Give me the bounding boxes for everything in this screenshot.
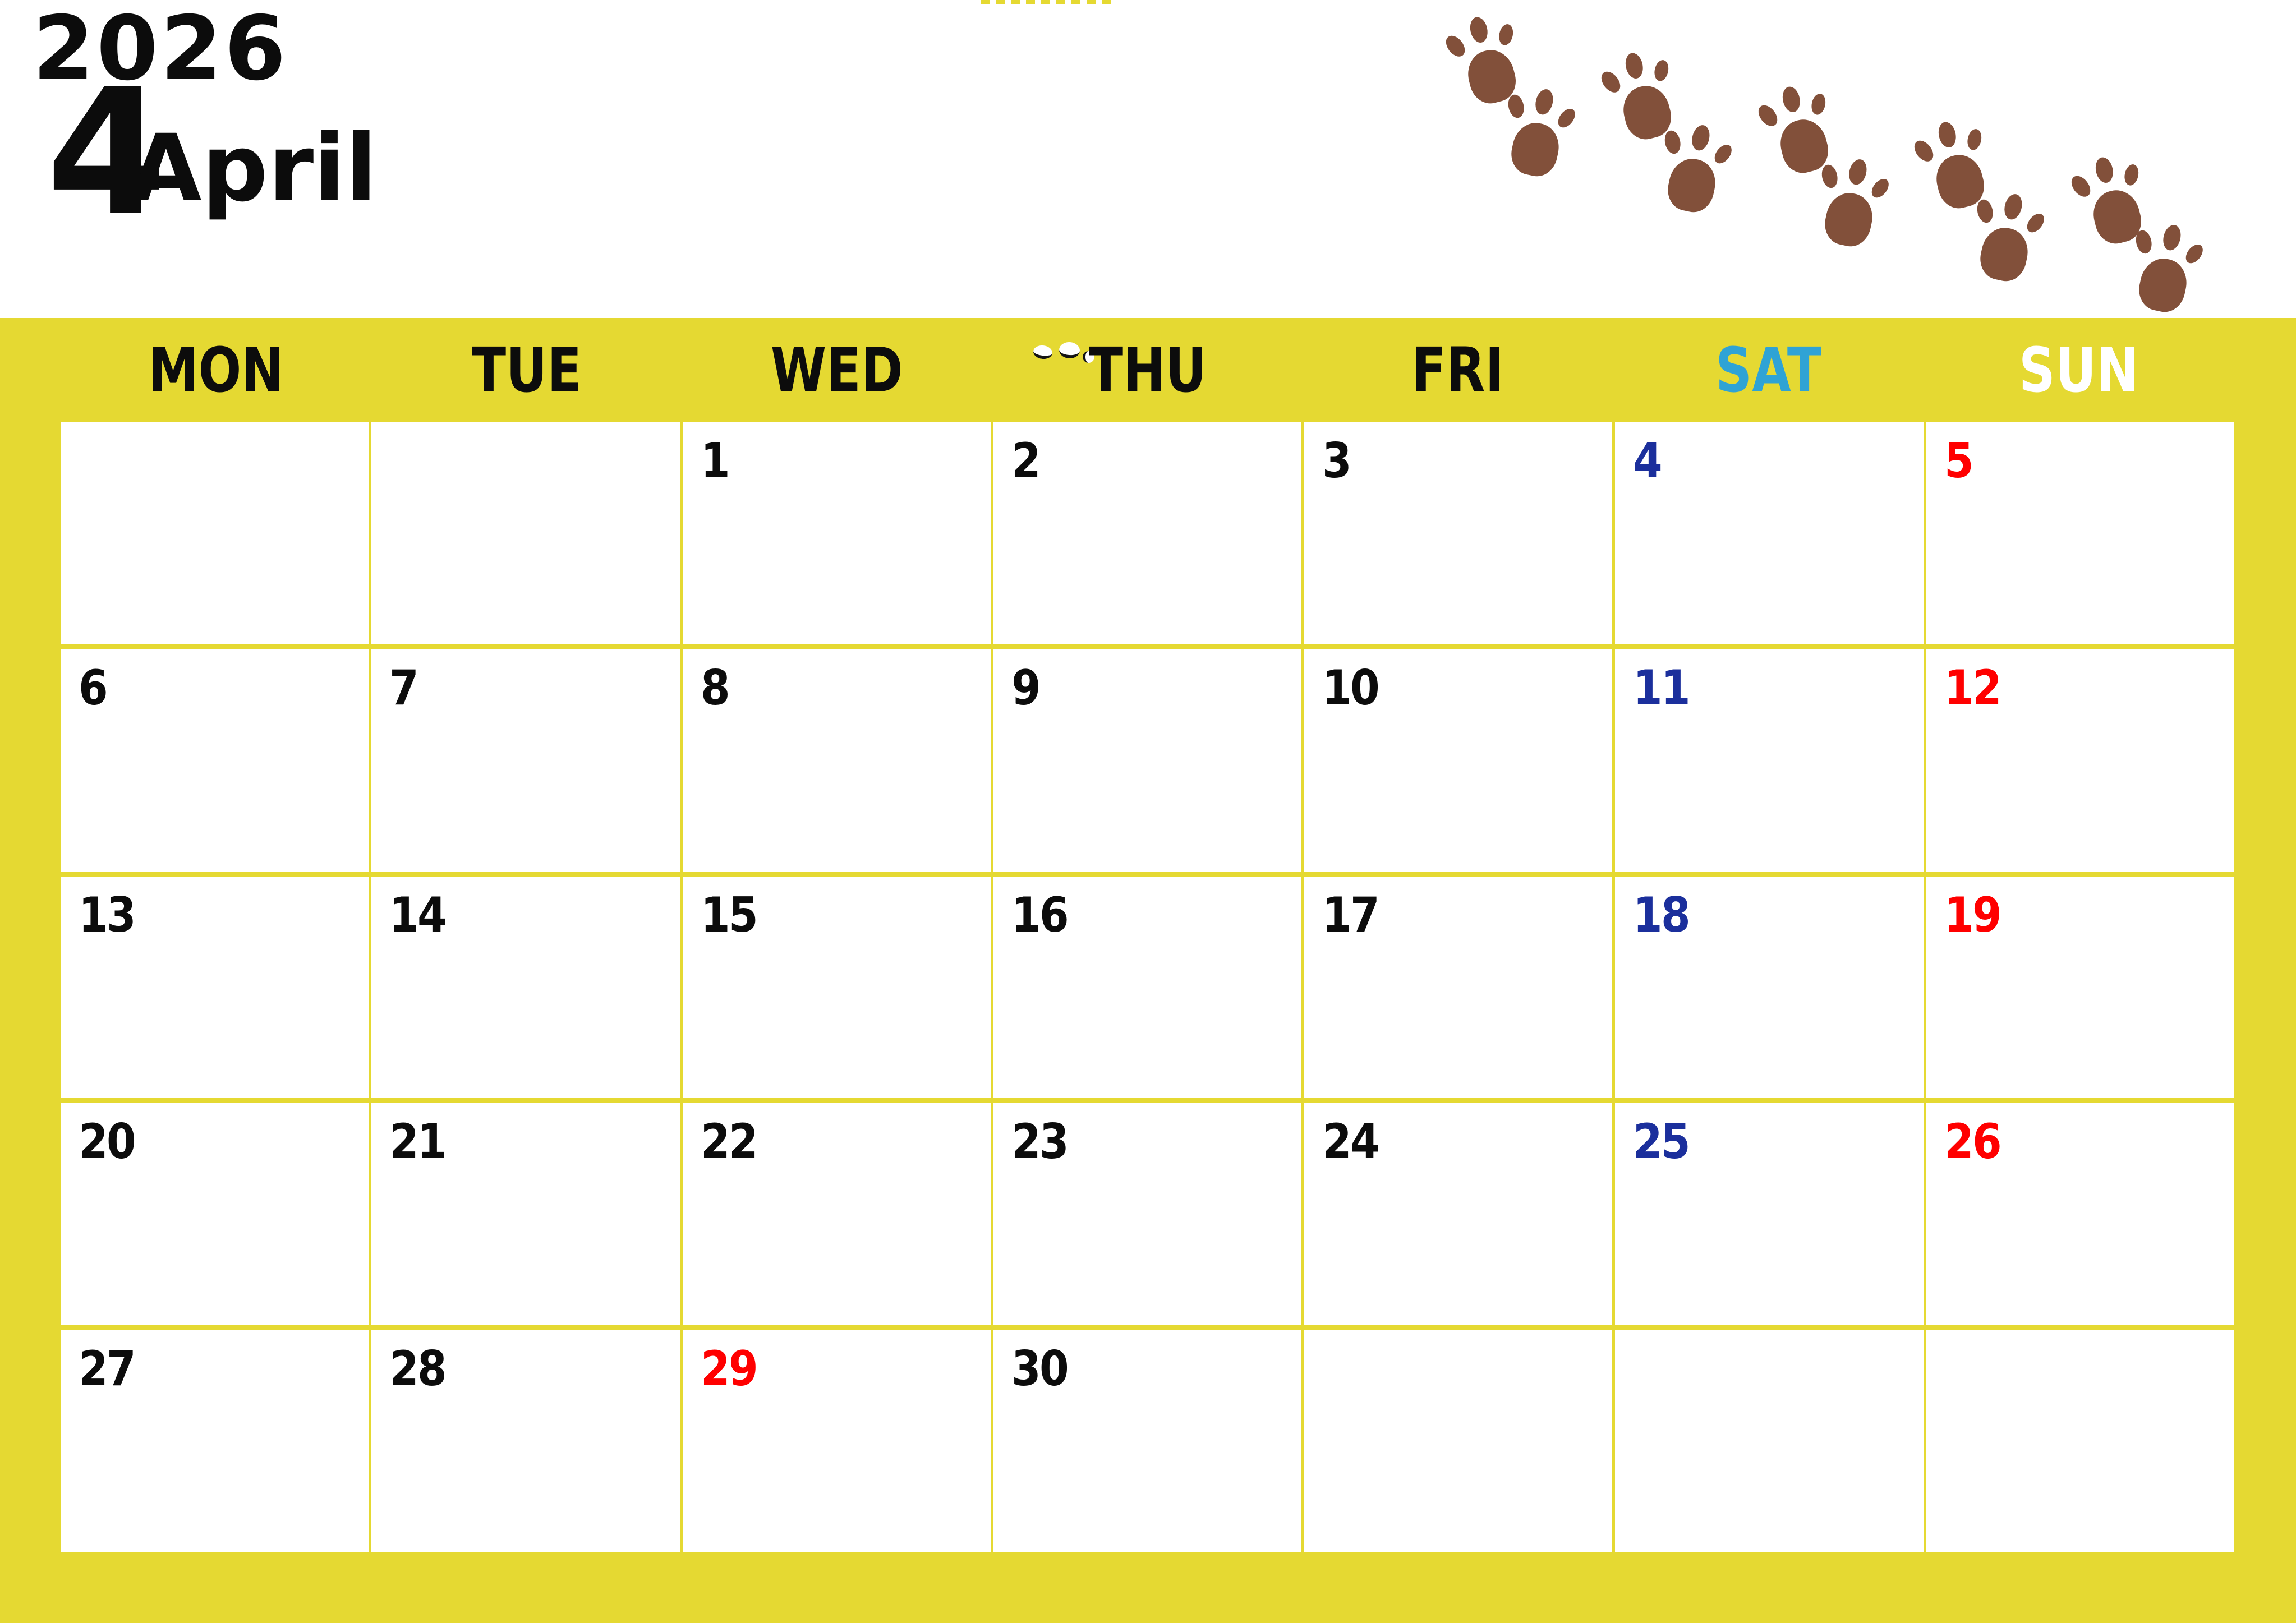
calendar-cell-4 — [1615, 422, 1923, 644]
day-number: 21 — [389, 1114, 446, 1170]
day-number: 23 — [1011, 1114, 1068, 1170]
dash-icon — [1071, 0, 1080, 4]
paw-toe — [1820, 163, 1839, 190]
paw-toe — [2093, 156, 2115, 185]
calendar-cell-20 — [61, 1103, 369, 1325]
day-number: 25 — [1633, 1114, 1690, 1170]
weekday-label-sat: SAT — [1715, 334, 1822, 406]
calendar-cell-6 — [61, 649, 369, 872]
day-number: 14 — [389, 887, 446, 943]
calendar-band — [0, 318, 2296, 1623]
paw-toe — [2024, 210, 2047, 236]
day-number: 26 — [1944, 1114, 2000, 1170]
paw-pad — [1821, 189, 1877, 250]
day-number: 15 — [700, 887, 757, 943]
dash-icon — [981, 0, 990, 4]
calendar-cell-30 — [993, 1330, 1301, 1552]
day-number: 17 — [1322, 887, 1379, 943]
calendar-cell-3 — [1304, 422, 1612, 644]
day-number: 11 — [1633, 660, 1690, 716]
day-number: 3 — [1322, 433, 1351, 489]
paw-toe — [2123, 163, 2140, 187]
paw-toe — [1623, 52, 1645, 80]
calendar-cell-26 — [1926, 1103, 2234, 1325]
paw-toe — [2068, 172, 2094, 200]
calendar-cell-1 — [683, 422, 991, 644]
paw-toe — [1780, 85, 1802, 114]
paw-toe — [1598, 68, 1624, 96]
calendar-grid — [61, 422, 2234, 1552]
paw-toe — [1506, 93, 1526, 119]
year-label: 2026 — [33, 0, 288, 100]
dash-icon — [1056, 0, 1065, 4]
day-number: 27 — [79, 1341, 135, 1398]
calendar-cell-25 — [1615, 1103, 1923, 1325]
calendar-cell-empty — [1304, 1330, 1612, 1552]
calendar-cell-24 — [1304, 1103, 1612, 1325]
calendar-cell-13 — [61, 877, 369, 1099]
day-number: 28 — [389, 1341, 446, 1398]
day-number: 12 — [1944, 660, 2000, 716]
top-dash-decoration — [981, 0, 1111, 4]
paw-toe — [2161, 223, 2183, 252]
dash-icon — [1102, 0, 1111, 4]
paw-toe — [2183, 241, 2206, 266]
day-number: 13 — [79, 887, 135, 943]
paw-toe — [1653, 59, 1670, 82]
calendar-cell-18 — [1615, 877, 1923, 1099]
calendar-cell-29 — [683, 1330, 991, 1552]
day-number: 20 — [79, 1114, 135, 1170]
paw-toe — [1533, 87, 1556, 117]
weekday-label-wed: WED — [770, 334, 903, 406]
calendar-cell-empty — [1926, 1330, 2234, 1552]
month-name: April — [130, 114, 378, 222]
paw-toe — [1966, 128, 1983, 151]
dash-icon — [1011, 0, 1020, 4]
day-number: 19 — [1944, 887, 2000, 943]
dash-icon — [1026, 0, 1035, 4]
paw-toe — [1869, 176, 1892, 201]
paw-toe — [2002, 192, 2024, 222]
calendar-cell-27 — [61, 1330, 369, 1552]
paw-toe — [1711, 141, 1735, 167]
day-number: 6 — [79, 660, 107, 716]
paw-toe — [1663, 129, 1682, 155]
paw-toe — [1936, 121, 1958, 149]
calendar-cell-5 — [1926, 422, 2234, 644]
paw-toe — [1911, 137, 1937, 165]
day-number: 24 — [1322, 1114, 1379, 1170]
calendar-cell-7 — [371, 649, 679, 872]
paw-pad — [2135, 255, 2191, 316]
weekday-label-thu: THU — [1088, 334, 1207, 406]
calendar-cell-15 — [683, 877, 991, 1099]
calendar-cell-empty — [1615, 1330, 1923, 1552]
calendar-cell-12 — [1926, 649, 2234, 872]
paw-toe — [1975, 198, 1995, 224]
calendar-cell-16 — [993, 877, 1301, 1099]
calendar-cell-8 — [683, 649, 991, 872]
weekday-label-fri: FRI — [1411, 334, 1504, 406]
paw-pad — [1664, 155, 1720, 216]
calendar-cell-23 — [993, 1103, 1301, 1325]
dash-icon — [996, 0, 1005, 4]
dash-icon — [1041, 0, 1050, 4]
paw-toe — [1555, 105, 1579, 131]
paw-toe — [1468, 16, 1490, 44]
calendar-cell-17 — [1304, 877, 1612, 1099]
paw-toe — [1442, 32, 1469, 60]
weekday-label-mon: MON — [148, 334, 284, 406]
paw-toe — [1755, 102, 1781, 130]
weekday-label-tue: TUE — [471, 334, 582, 406]
calendar-cell-28 — [371, 1330, 679, 1552]
calendar-cell-22 — [683, 1103, 991, 1325]
month-number: 4 — [46, 52, 167, 254]
weekday-label-sun: SUN — [2019, 334, 2139, 406]
weekday-row — [61, 318, 2234, 422]
day-number: 22 — [700, 1114, 757, 1170]
day-number: 10 — [1322, 660, 1379, 716]
paw-toe — [1847, 158, 1869, 187]
paw-toe — [1690, 123, 1712, 153]
day-number: 16 — [1011, 887, 1068, 943]
calendar-cell-empty — [61, 422, 369, 644]
paw-toe — [2134, 229, 2154, 255]
paw-pad — [1507, 119, 1563, 180]
day-number: 9 — [1011, 660, 1039, 716]
paw-pad — [1976, 224, 2032, 285]
calendar-cell-14 — [371, 877, 679, 1099]
dash-icon — [1087, 0, 1096, 4]
paw-toe — [1497, 23, 1515, 47]
calendar-cell-10 — [1304, 649, 1612, 872]
day-number: 29 — [700, 1341, 757, 1398]
day-number: 4 — [1633, 433, 1662, 489]
calendar-cell-2 — [993, 422, 1301, 644]
calendar-cell-21 — [371, 1103, 679, 1325]
day-number: 1 — [700, 433, 729, 489]
day-number: 5 — [1944, 433, 1972, 489]
calendar-cell-empty — [371, 422, 679, 644]
paw-toe — [1810, 93, 1827, 116]
day-number: 30 — [1011, 1341, 1068, 1398]
calendar-cell-9 — [993, 649, 1301, 872]
day-number: 2 — [1011, 433, 1039, 489]
day-number: 8 — [700, 660, 729, 716]
calendar-cell-11 — [1615, 649, 1923, 872]
calendar-cell-19 — [1926, 877, 2234, 1099]
day-number: 7 — [389, 660, 418, 716]
day-number: 18 — [1633, 887, 1690, 943]
